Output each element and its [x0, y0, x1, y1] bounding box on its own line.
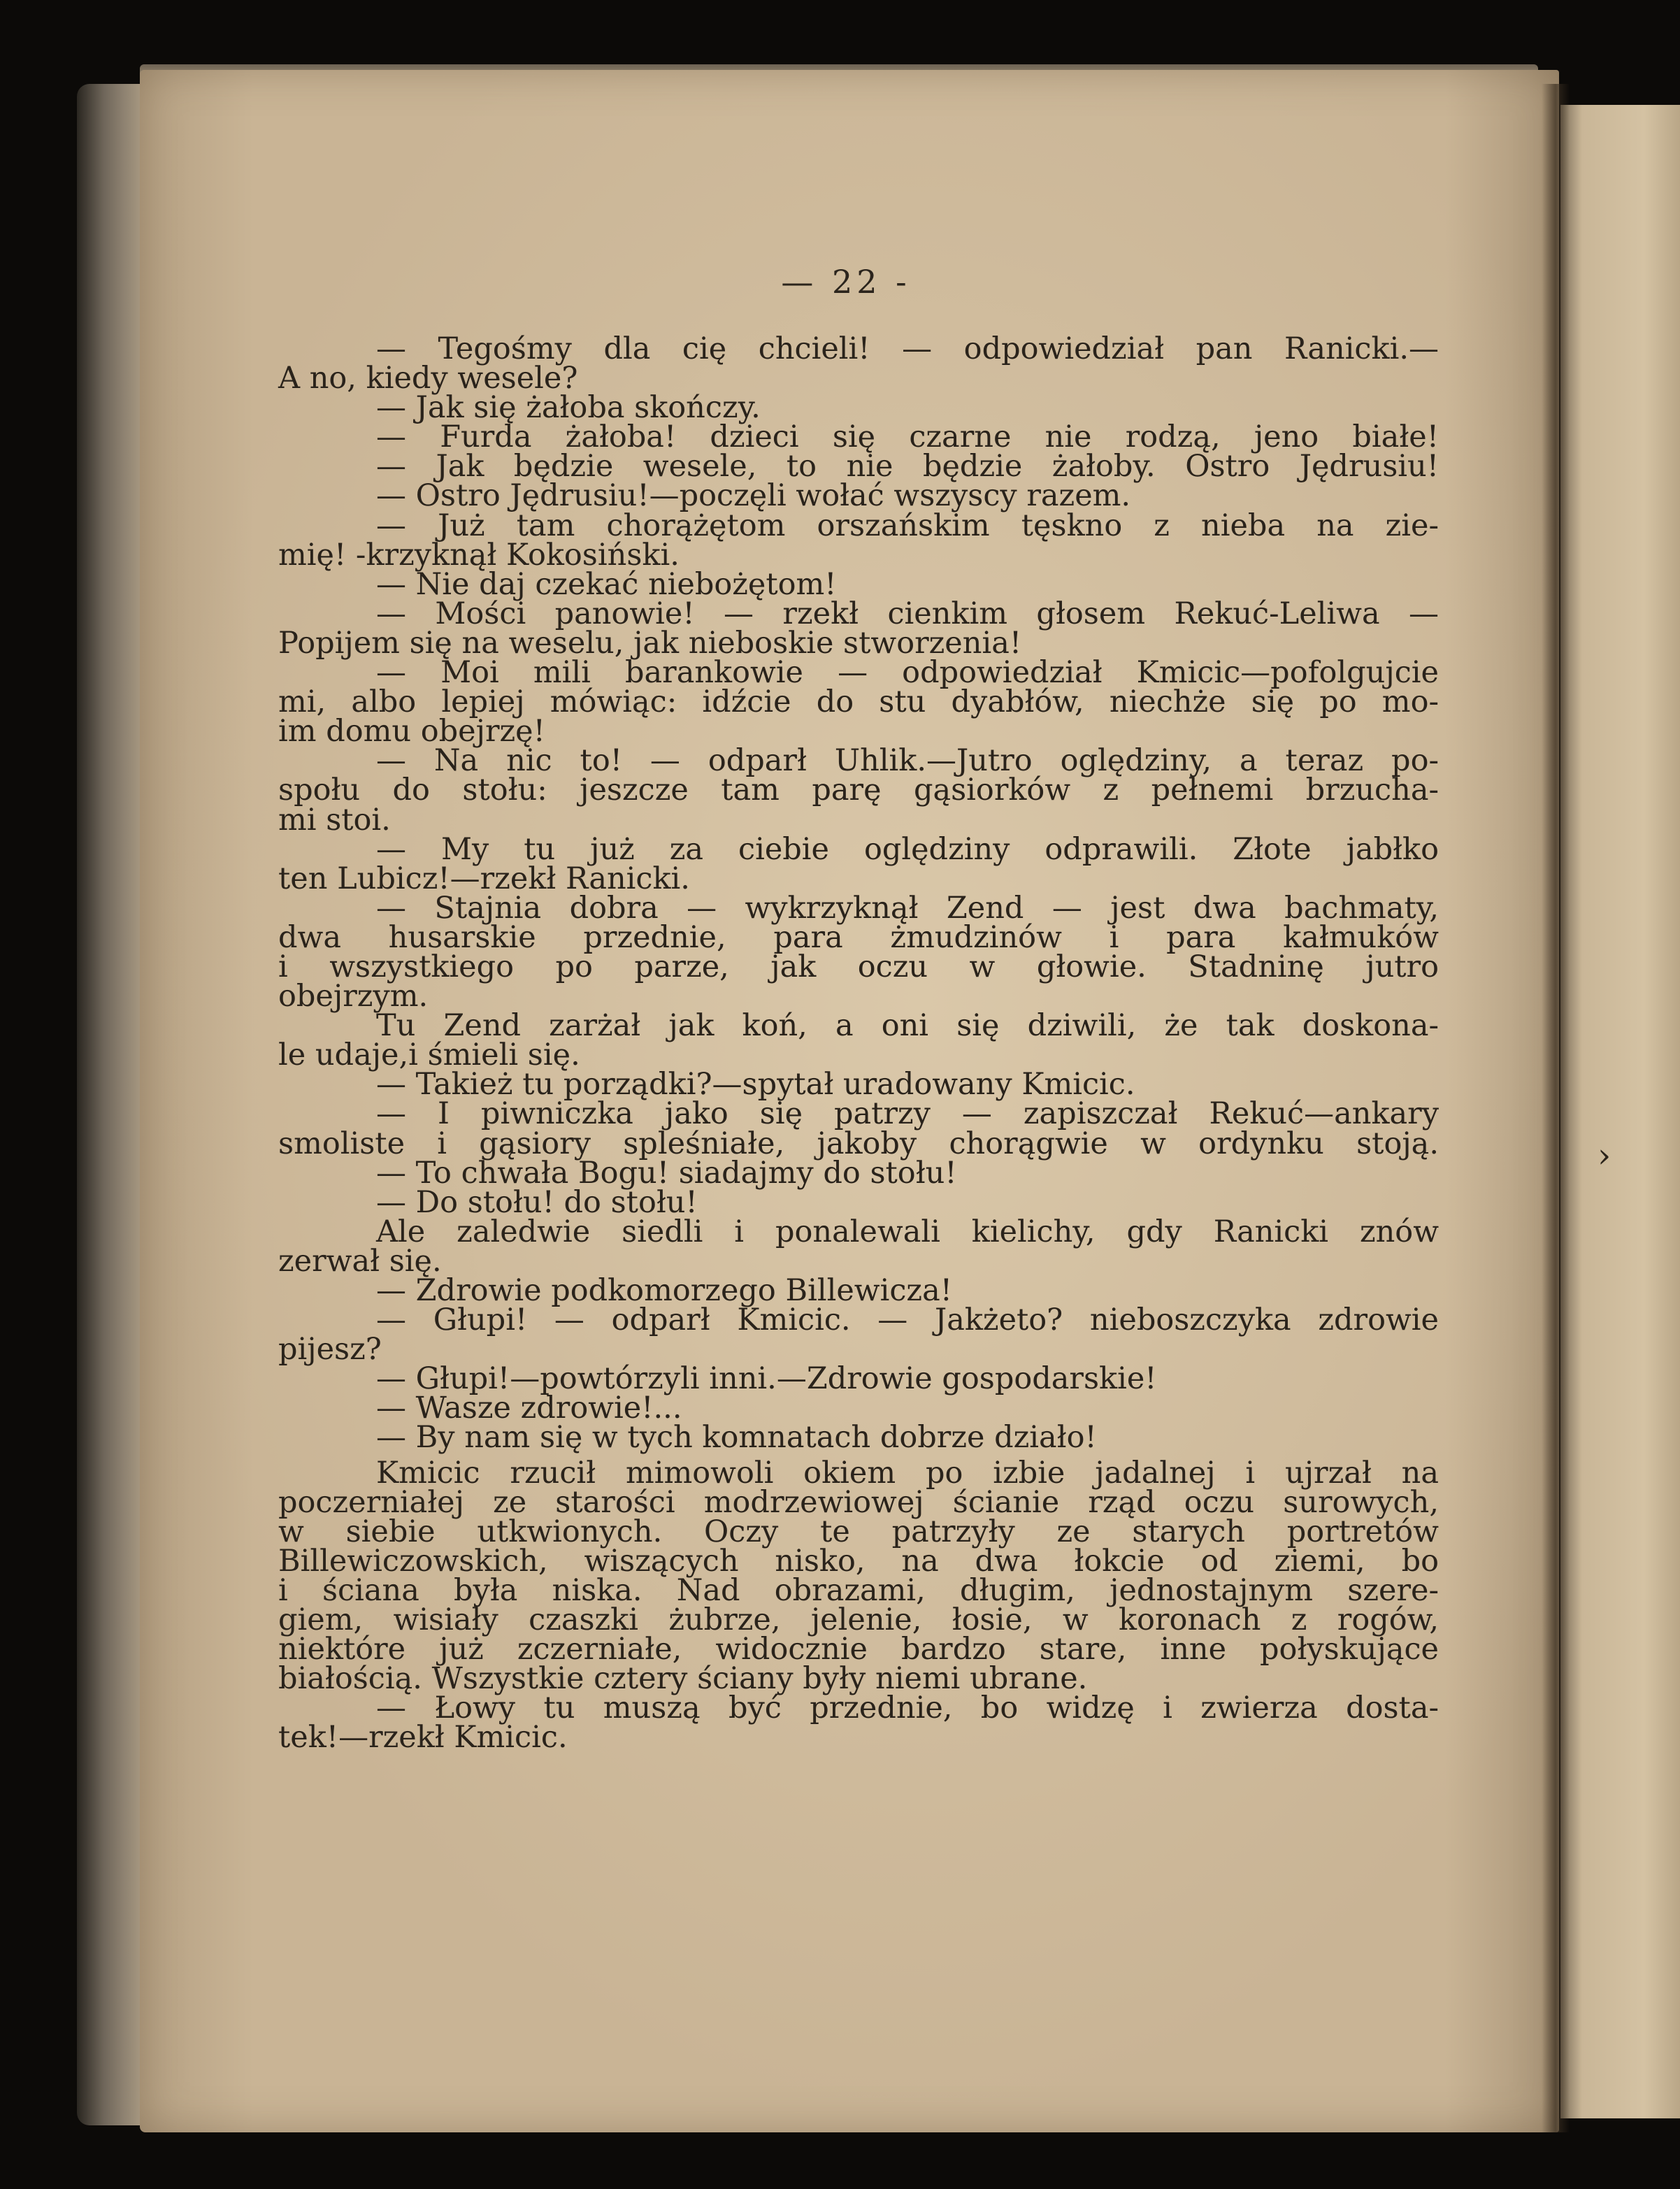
- text-line: — Głupi! — odparł Kmicic. — Jakżeto? nieboszczyka zdrowie: [376, 1302, 1439, 1338]
- text-line: ten Lubicz!—rzekł Ranicki.: [278, 861, 690, 896]
- text-line: — I piwniczka jako się patrzy — zapiszczał Rekuć—ankary: [376, 1096, 1439, 1132]
- text-line: społu do stołu: jeszcze tam parę gąsiorków z pełnemi brzucha-: [278, 773, 1439, 808]
- text-line: — Zdrowie podkomorzego Billewicza!: [376, 1273, 952, 1308]
- text-line: — Tegośmy dla cię chcieli! — odpowiedział pan Ranicki.—: [376, 331, 1439, 366]
- text-line: — Do stołu! do stołu!: [376, 1184, 698, 1220]
- facing-page: [1560, 105, 1680, 2118]
- text-line: Tu Zend zarżał jak koń, a oni się dziwili, że tak doskona-: [376, 1008, 1439, 1044]
- text-line: poczerniałej ze starości modrzewiowej ścianie rząd oczu surowych,: [278, 1484, 1439, 1520]
- text-line: niektóre już zczerniałe, widocznie bardzo stare, inne połyskujące: [278, 1632, 1439, 1667]
- text-line: — Jak się żałoba skończy.: [376, 390, 761, 426]
- text-line: — To chwała Bogu! siadajmy do stołu!: [376, 1155, 957, 1191]
- text-line: mię! -krzyknął Kokosiński.: [278, 537, 680, 573]
- text-line: Billewiczowskich, wiszących nisko, na dwa łokcie od ziemi, bo: [278, 1543, 1439, 1579]
- text-line: — Łowy tu muszą być przednie, bo widzę i zwierza dosta-: [376, 1691, 1439, 1726]
- text-line: obejrzym.: [278, 979, 429, 1014]
- text-line: Popijem się na weselu, jak nieboskie stworzenia!: [278, 625, 1022, 661]
- text-line: zerwał się.: [278, 1243, 442, 1279]
- text-line: — Takież tu porządki?—spytał uradowany Kmicic.: [376, 1067, 1135, 1103]
- text-line: — Na nic to! — odparł Uhlik.—Jutro oględziny, a teraz po-: [376, 743, 1439, 779]
- text-line: tek!—rzekł Kmicic.: [278, 1720, 568, 1756]
- text-line: — Moi mili barankowie — odpowiedział Kmicic—pofolgujcie: [376, 655, 1439, 691]
- text-line: — Wasze zdrowie!...: [376, 1391, 682, 1426]
- text-line: im domu obejrzę!: [278, 714, 545, 749]
- text-line: — Ostro Jędrusiu!—poczęli wołać wszyscy razem.: [376, 478, 1131, 514]
- text-line: — Stajnia dobra — wykrzyknął Zend — jest dwa bachmaty,: [376, 890, 1439, 926]
- text-line: i ściana była niska. Nad obrazami, długim, jednostajnym szere-: [278, 1572, 1439, 1608]
- text-line: Ale zaledwie siedli i ponalewali kielichy, gdy Ranicki znów: [376, 1214, 1439, 1249]
- text-line: Kmicic rzucił mimowoli okiem po izbie jadalnej i ujrzał na: [376, 1455, 1439, 1491]
- text-line: — Już tam chorążętom orszańskim tęskno z nieba na zie-: [376, 508, 1439, 543]
- text-line: dwa husarskie przednie, para żmudzinów i para kałmuków: [278, 919, 1439, 955]
- text-line: — Nie daj czekać niebożętom!: [376, 566, 837, 602]
- text-line: mi, albo lepiej mówiąc: idźcie do stu dyabłów, niechże się po mo-: [278, 684, 1439, 720]
- text-line: — Furda żałoba! dzieci się czarne nie rodzą, jeno białe!: [376, 419, 1439, 455]
- text-line: giem, wisiały czaszki żubrze, jelenie, łosie, w koronach z rogów,: [278, 1602, 1439, 1638]
- text-line: białością. Wszystkie cztery ściany były niemi ubrane.: [278, 1661, 1088, 1697]
- page-text-block: [278, 331, 1439, 1756]
- text-line: i wszystkiego po parze, jak oczu w głowie. Stadninę jutro: [278, 949, 1439, 984]
- text-line: A no, kiedy wesele?: [278, 361, 578, 396]
- page-number: — 22 -: [781, 263, 911, 301]
- text-line: — Jak będzie wesele, to nie będzie żałoby. Ostro Jędrusiu!: [376, 449, 1439, 485]
- facing-page-mark: ›: [1598, 1136, 1611, 1175]
- text-line: — Mości panowie! — rzekł cienkim głosem Rekuć-Leliwa —: [376, 596, 1439, 631]
- text-line: mi stoi.: [278, 802, 391, 838]
- text-line: pijesz?: [278, 1332, 382, 1368]
- book-gutter: [1542, 84, 1570, 2132]
- text-line: — My tu już za ciebie oględziny odprawili. Złote jabłko: [376, 831, 1439, 867]
- text-line: — By nam się w tych komnatach dobrze działo!: [376, 1420, 1097, 1456]
- text-line: w siebie utkwionych. Oczy te patrzyły ze starych portretów: [278, 1514, 1439, 1549]
- text-line: — Głupi!—powtórzyli inni.—Zdrowie gospodarskie!: [376, 1361, 1157, 1397]
- text-line: smoliste i gąsiory spleśniałe, jakoby chorągwie w ordynku stoją.: [278, 1126, 1439, 1161]
- text-line: le udaje,i śmieli się.: [278, 1038, 580, 1073]
